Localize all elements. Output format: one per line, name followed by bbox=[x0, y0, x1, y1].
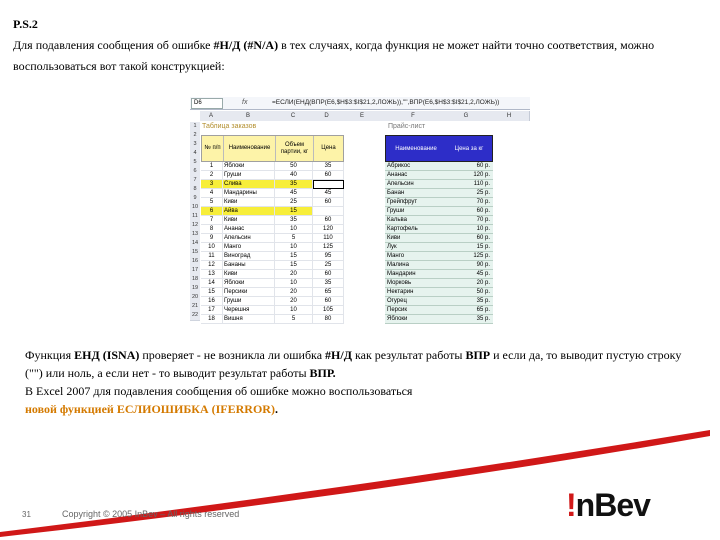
row-header[interactable]: 15 bbox=[190, 248, 200, 258]
price-row bbox=[385, 189, 493, 198]
orders-cell[interactable]: 65 bbox=[313, 288, 344, 297]
price-row-name[interactable]: Манго bbox=[387, 253, 405, 259]
row-header[interactable]: 9 bbox=[190, 194, 200, 204]
price-row-value[interactable]: 65 р. bbox=[476, 307, 490, 313]
info-func-isna: ЕНД (ISNA) bbox=[74, 348, 140, 362]
price-row-name[interactable]: Мандарин bbox=[387, 271, 416, 277]
intro-text-part: Для подавления сообщения об ошибке bbox=[13, 38, 214, 52]
price-row-name[interactable]: Картофель bbox=[387, 226, 418, 232]
orders-header-num: № п/п bbox=[202, 136, 224, 161]
orders-cell[interactable]: 45 bbox=[275, 189, 313, 198]
orders-header-volume: Объем партии, кг bbox=[276, 136, 314, 161]
orders-cell[interactable]: 60 bbox=[313, 198, 344, 207]
orders-cell[interactable]: 1 bbox=[201, 162, 223, 171]
row-header[interactable]: 20 bbox=[190, 293, 200, 303]
orders-cell[interactable]: 10 bbox=[275, 306, 313, 315]
info-text: Функция bbox=[25, 348, 75, 362]
orders-cell[interactable]: Груши bbox=[223, 171, 275, 180]
orders-cell[interactable]: Яблоки bbox=[223, 162, 275, 171]
price-row bbox=[385, 207, 493, 216]
orders-cell[interactable]: 12 bbox=[201, 261, 223, 270]
orders-cell[interactable]: 8 bbox=[201, 225, 223, 234]
orders-cell[interactable]: 60 bbox=[313, 270, 344, 279]
row-header[interactable]: 14 bbox=[190, 239, 200, 249]
inbev-logo bbox=[566, 487, 650, 524]
price-header-price: Цена за кг bbox=[454, 145, 484, 152]
price-row-value[interactable]: 25 р. bbox=[476, 190, 490, 196]
logo-text: nBev bbox=[575, 487, 650, 523]
price-row-name[interactable]: Груши bbox=[387, 208, 405, 214]
info-excel-2007-text: В Excel 2007 для подавления сообщения об ошибке можно воспользоваться bbox=[25, 384, 413, 398]
row-header[interactable]: 13 bbox=[190, 230, 200, 240]
price-row-value[interactable]: 125 р. bbox=[473, 253, 490, 259]
price-row-name[interactable]: Апельсин bbox=[387, 181, 414, 187]
orders-cell[interactable]: Груши bbox=[223, 297, 275, 306]
orders-cell[interactable]: 10 bbox=[275, 225, 313, 234]
price-row bbox=[385, 225, 493, 234]
orders-cell[interactable] bbox=[313, 207, 344, 216]
orders-cell[interactable]: Мандарины bbox=[223, 189, 275, 198]
row-header[interactable]: 7 bbox=[190, 176, 200, 186]
orders-cell[interactable]: 35 bbox=[313, 279, 344, 288]
orders-cell[interactable]: 5 bbox=[275, 234, 313, 243]
column-header[interactable]: A bbox=[200, 111, 223, 121]
orders-cell[interactable]: 2 bbox=[201, 171, 223, 180]
price-row-value[interactable]: 60 р. bbox=[476, 208, 490, 214]
orders-cell[interactable]: 25 bbox=[313, 261, 344, 270]
price-row-value[interactable]: 60 р. bbox=[476, 163, 490, 169]
price-row-name[interactable]: Банан bbox=[387, 190, 405, 196]
row-header[interactable]: 2 bbox=[190, 131, 200, 141]
orders-table-title: Таблица заказов bbox=[202, 123, 257, 130]
price-row-name[interactable]: Яблоки bbox=[387, 316, 408, 322]
row-header[interactable]: 21 bbox=[190, 302, 200, 312]
orders-cell[interactable]: 20 bbox=[275, 297, 313, 306]
price-row bbox=[385, 243, 493, 252]
intro-text-error-code: #Н/Д (#N/A) bbox=[213, 38, 279, 52]
ps-title: P.S.2 bbox=[13, 17, 38, 31]
name-box[interactable]: D6 bbox=[191, 98, 223, 109]
column-header[interactable]: D bbox=[312, 111, 342, 121]
price-row bbox=[385, 297, 493, 306]
price-row bbox=[385, 198, 493, 207]
row-header[interactable]: 8 bbox=[190, 185, 200, 195]
orders-cell[interactable]: 120 bbox=[313, 225, 344, 234]
row-header[interactable]: 16 bbox=[190, 257, 200, 267]
orders-cell[interactable]: Айва bbox=[223, 207, 275, 216]
orders-cell[interactable]: 4 bbox=[201, 189, 223, 198]
orders-cell[interactable]: Манго bbox=[223, 243, 275, 252]
orders-cell[interactable]: 80 bbox=[313, 315, 344, 324]
orders-cell[interactable]: 20 bbox=[275, 288, 313, 297]
orders-cell[interactable]: 15 bbox=[275, 207, 313, 216]
price-row-name[interactable]: Морковь bbox=[387, 280, 412, 286]
row-header[interactable]: 5 bbox=[190, 158, 200, 168]
copyright-text: Copyright © 2005 InBev – All rights reserved bbox=[62, 509, 240, 519]
row-header[interactable]: 3 bbox=[190, 140, 200, 150]
orders-cell[interactable]: Бананы bbox=[223, 261, 275, 270]
page-number: 31 bbox=[22, 510, 31, 519]
price-row-value[interactable]: 70 р. bbox=[476, 217, 490, 223]
orders-cell[interactable]: 10 bbox=[201, 243, 223, 252]
orders-cell[interactable]: Апельсин bbox=[223, 234, 275, 243]
price-row-value[interactable]: 70 р. bbox=[476, 199, 490, 205]
price-row-value[interactable]: 90 р. bbox=[476, 262, 490, 268]
row-header[interactable]: 18 bbox=[190, 275, 200, 285]
price-row-name[interactable]: Абрикос bbox=[387, 163, 411, 169]
orders-cell[interactable]: 9 bbox=[201, 234, 223, 243]
orders-cell[interactable]: 105 bbox=[313, 306, 344, 315]
column-header[interactable]: C bbox=[274, 111, 313, 121]
price-row-name[interactable]: Огурец bbox=[387, 298, 407, 304]
orders-cell[interactable]: 14 bbox=[201, 279, 223, 288]
price-row-name[interactable]: Малина bbox=[387, 262, 409, 268]
price-row-name[interactable]: Киви bbox=[387, 235, 401, 241]
price-row-name[interactable]: Персик bbox=[387, 307, 407, 313]
orders-cell[interactable]: 35 bbox=[275, 180, 313, 189]
orders-cell[interactable]: Персики bbox=[223, 288, 275, 297]
price-row-name[interactable]: Нектарин bbox=[387, 289, 414, 295]
orders-cell[interactable]: 20 bbox=[275, 270, 313, 279]
price-row bbox=[385, 234, 493, 243]
price-row bbox=[385, 216, 493, 225]
info-func-vlookup: ВПР. bbox=[309, 366, 336, 380]
column-header[interactable]: B bbox=[222, 111, 275, 121]
selected-cell[interactable] bbox=[313, 180, 344, 189]
orders-cell[interactable]: 50 bbox=[275, 162, 313, 171]
orders-cell[interactable]: Киви bbox=[223, 198, 275, 207]
column-header[interactable]: E bbox=[341, 111, 384, 121]
formula-bar bbox=[190, 97, 530, 110]
info-iferror-highlight: новой функцией ЕСЛИОШИБКА (IFERROR) bbox=[25, 402, 275, 416]
orders-cell[interactable]: Виноград bbox=[223, 252, 275, 261]
price-row-value[interactable]: 110 р. bbox=[473, 181, 490, 187]
price-row-value[interactable]: 50 р. bbox=[476, 289, 490, 295]
row-header[interactable]: 12 bbox=[190, 221, 200, 231]
orders-cell[interactable]: 5 bbox=[275, 315, 313, 324]
orders-cell[interactable]: 95 bbox=[313, 252, 344, 261]
info-error-code: #Н/Д bbox=[325, 348, 352, 362]
orders-cell[interactable]: 60 bbox=[313, 216, 344, 225]
info-func-vlookup: ВПР bbox=[465, 348, 491, 362]
price-row bbox=[385, 315, 493, 324]
price-row bbox=[385, 288, 493, 297]
ps-intro-text bbox=[13, 35, 693, 77]
orders-cell[interactable]: 6 bbox=[201, 207, 223, 216]
orders-cell[interactable]: 13 bbox=[201, 270, 223, 279]
row-header[interactable]: 1 bbox=[190, 122, 200, 132]
row-header[interactable]: 6 bbox=[190, 167, 200, 177]
orders-cell[interactable]: 10 bbox=[275, 279, 313, 288]
orders-cell[interactable]: 15 bbox=[201, 288, 223, 297]
fx-icon: fx bbox=[242, 99, 248, 106]
orders-table-header bbox=[201, 135, 344, 162]
orders-cell[interactable]: 35 bbox=[313, 162, 344, 171]
orders-cell[interactable]: 60 bbox=[313, 297, 344, 306]
formula-text[interactable]: =ЕСЛИ(ЕНД(ВПР(E6,$Н$3:$I$21,2,ЛОЖЬ)),"",ВПР(E6,$Н$3:$I$21,2,ЛОЖЬ)) bbox=[272, 99, 500, 106]
orders-cell[interactable]: 16 bbox=[201, 297, 223, 306]
orders-cell[interactable]: 11 bbox=[201, 252, 223, 261]
price-row-name[interactable]: Грейпфрут bbox=[387, 199, 418, 205]
row-header[interactable]: 11 bbox=[190, 212, 200, 222]
price-row bbox=[385, 252, 493, 261]
price-row bbox=[385, 261, 493, 270]
orders-cell[interactable]: 15 bbox=[275, 261, 313, 270]
price-row-value[interactable]: 60 р. bbox=[476, 235, 490, 241]
column-header[interactable]: F bbox=[383, 111, 444, 121]
orders-cell[interactable]: 15 bbox=[275, 252, 313, 261]
price-row-value[interactable]: 10 р. bbox=[476, 226, 490, 232]
price-row-value[interactable]: 35 р. bbox=[476, 316, 490, 322]
orders-cell[interactable]: Яблоки bbox=[223, 279, 275, 288]
column-header[interactable]: G bbox=[443, 111, 490, 121]
row-header[interactable]: 10 bbox=[190, 203, 200, 213]
price-row-name[interactable]: Ананас bbox=[387, 172, 408, 178]
price-row-value[interactable]: 15 р. bbox=[476, 244, 490, 250]
orders-header-name: Наименование bbox=[224, 136, 276, 161]
orders-cell[interactable]: 5 bbox=[201, 198, 223, 207]
price-row bbox=[385, 306, 493, 315]
logo-bang: ! bbox=[566, 487, 576, 523]
orders-cell[interactable]: 10 bbox=[275, 243, 313, 252]
info-text: как результат работы bbox=[351, 348, 466, 362]
row-header[interactable]: 4 bbox=[190, 149, 200, 159]
orders-cell[interactable]: Киви bbox=[223, 270, 275, 279]
column-header[interactable]: H bbox=[489, 111, 530, 121]
price-row bbox=[385, 171, 493, 180]
orders-cell[interactable]: 18 bbox=[201, 315, 223, 324]
orders-cell[interactable]: 17 bbox=[201, 306, 223, 315]
price-row bbox=[385, 270, 493, 279]
intro-text-part: в тех случаях, когда функция не может найти точно соответствия, можно воспользоваться вот такой конструкцией: bbox=[13, 38, 655, 73]
orders-cell[interactable]: 7 bbox=[201, 216, 223, 225]
price-header-name: Наименование bbox=[395, 145, 437, 152]
info-period: . bbox=[274, 402, 278, 416]
orders-cell[interactable]: Вишня bbox=[223, 315, 275, 324]
orders-cell[interactable]: Киви bbox=[223, 216, 275, 225]
price-row-value[interactable]: 20 р. bbox=[476, 280, 490, 286]
info-paragraph bbox=[25, 346, 695, 418]
orders-cell[interactable]: 25 bbox=[275, 198, 313, 207]
price-row bbox=[385, 162, 493, 171]
orders-cell[interactable]: 3 bbox=[201, 180, 223, 189]
price-row-name[interactable]: Лук bbox=[387, 244, 397, 250]
info-text: и если да, то выводит пустую строку ("") или ноль, а если нет - то выводит результат работы bbox=[25, 348, 682, 380]
price-row-value[interactable]: 35 р. bbox=[476, 298, 490, 304]
spreadsheet-screenshot bbox=[190, 97, 530, 322]
orders-cell[interactable]: Черешня bbox=[223, 306, 275, 315]
row-header[interactable]: 19 bbox=[190, 284, 200, 294]
price-row bbox=[385, 180, 493, 189]
orders-cell[interactable]: 110 bbox=[313, 234, 344, 243]
orders-cell[interactable]: 40 bbox=[275, 171, 313, 180]
price-row-value[interactable]: 45 р. bbox=[476, 271, 490, 277]
row-header[interactable]: 17 bbox=[190, 266, 200, 276]
price-row-value[interactable]: 120 р. bbox=[473, 172, 490, 178]
info-text: проверяет - не возникла ли ошибка bbox=[139, 348, 326, 362]
price-row bbox=[385, 279, 493, 288]
orders-cell[interactable]: Ананас bbox=[223, 225, 275, 234]
price-row-name[interactable]: Кальва bbox=[387, 217, 407, 223]
orders-cell[interactable]: 60 bbox=[313, 171, 344, 180]
orders-cell[interactable]: 125 bbox=[313, 243, 344, 252]
price-table-title: Прайс-лист bbox=[388, 123, 426, 130]
orders-cell[interactable]: 35 bbox=[275, 216, 313, 225]
row-header[interactable]: 22 bbox=[190, 311, 200, 321]
price-table-header bbox=[385, 135, 493, 162]
orders-cell[interactable]: Слива bbox=[223, 180, 275, 189]
orders-cell[interactable]: 45 bbox=[313, 189, 344, 198]
orders-header-price: Цена bbox=[321, 145, 336, 151]
